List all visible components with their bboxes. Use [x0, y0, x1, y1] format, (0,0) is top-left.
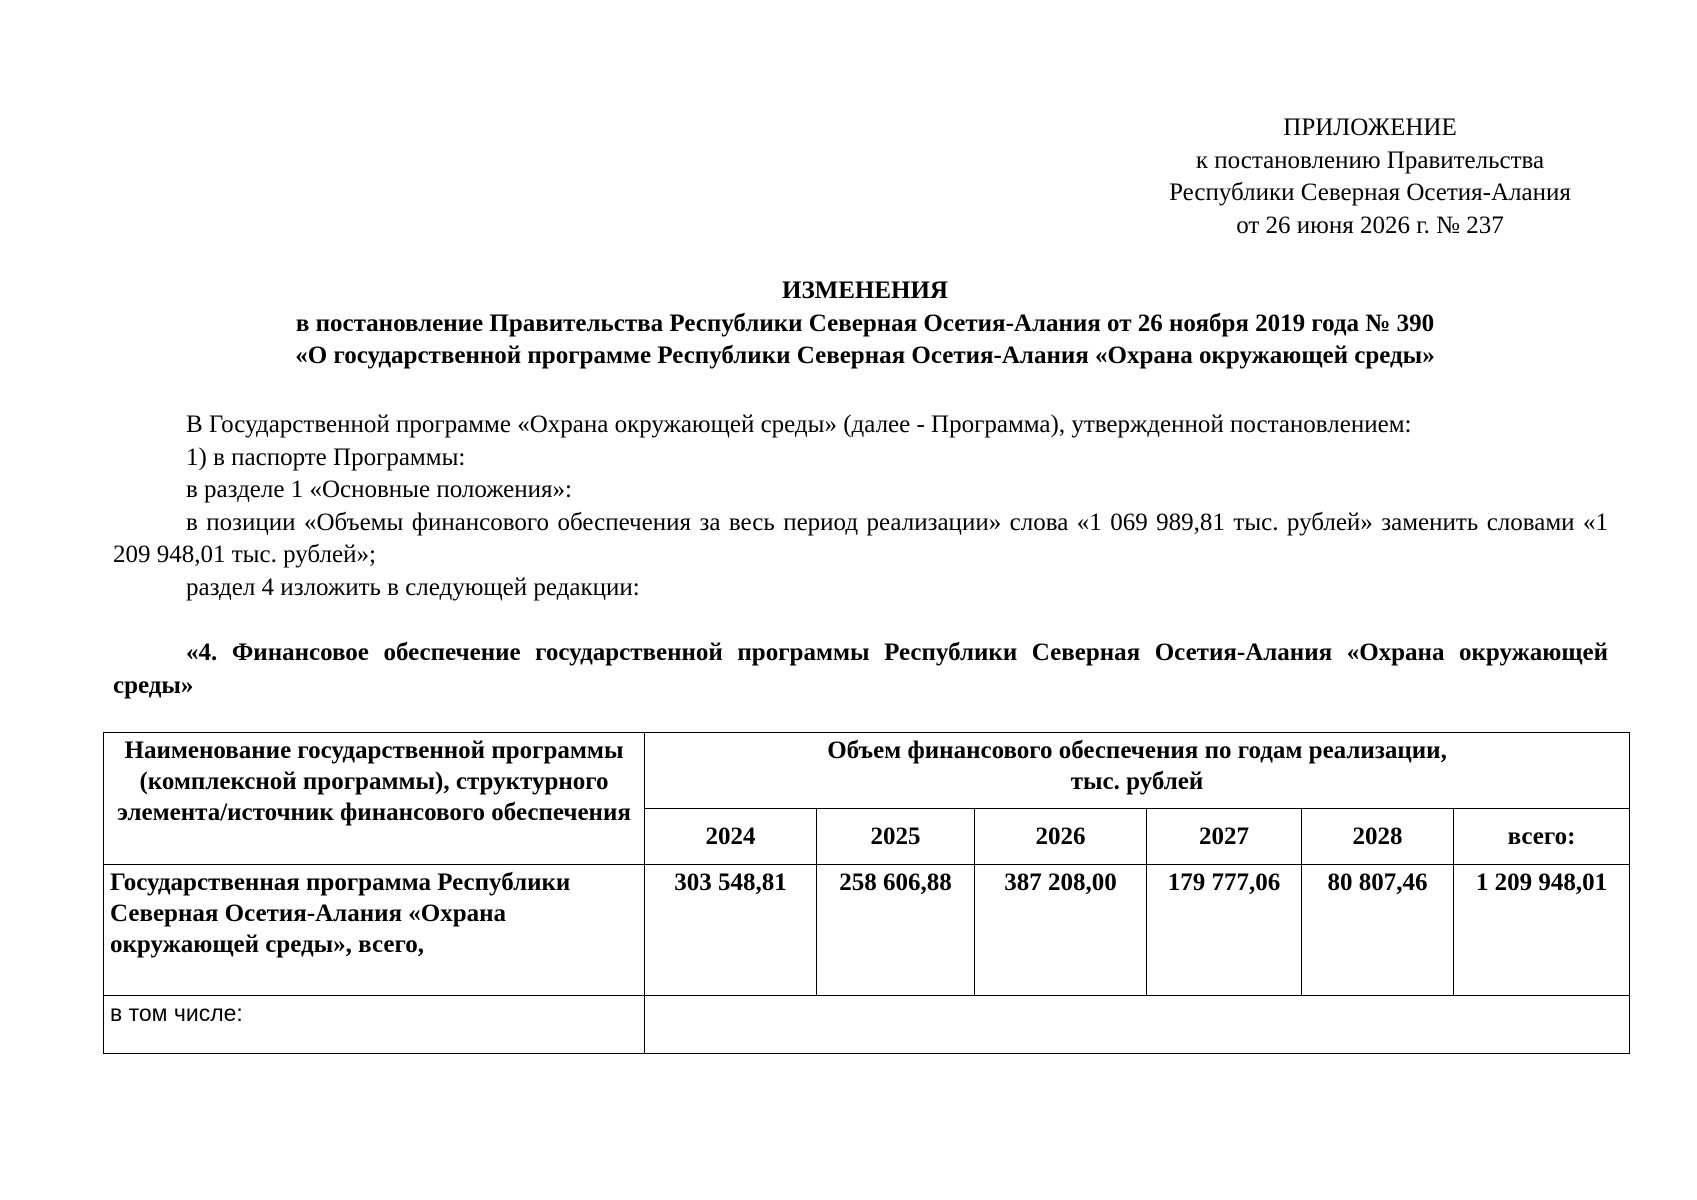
paragraph: раздел 4 изложить в следующей редакции: [186, 573, 640, 601]
value-cell: 387 208,00 [975, 865, 1147, 996]
appendix-line: Республики Северная Осетия-Алания [1169, 179, 1571, 206]
value-cell: 258 606,88 [817, 865, 975, 996]
header-year: 2025 [817, 809, 975, 865]
empty-cell [645, 996, 1630, 1054]
section-heading: «4. Финансовое обеспечение государственной программы Республики Северная Осетия-Алания «Охрана окружающей среды» [113, 639, 1608, 699]
paragraph: в позиции «Объемы финансового обеспечения за весь период реализации» слова «1 069 989,81 тыс. рублей» заменить словами «1 209 948,01 тыс. рублей»; [113, 508, 1608, 568]
value-cell: 179 777,06 [1147, 865, 1302, 996]
header-name-column: Наименование государственной программы (комплексной программы), структурного элемента/источник финансового обеспечения [104, 733, 645, 865]
heading-line: в постановление Правительства Республики Северная Осетия-Алания от 26 ноября 2019 года № 390 [295, 309, 1435, 337]
total-value-cell: 1 209 948,01 [1454, 865, 1630, 996]
appendix-line: к постановлению Правительства [1195, 146, 1545, 174]
header-year: 2026 [975, 809, 1147, 865]
appendix-block [1110, 112, 1630, 242]
table-row [104, 865, 1630, 996]
header-year: 2028 [1302, 809, 1454, 865]
including-label: в том числе: [104, 996, 645, 1054]
section-title [113, 637, 1608, 702]
header-volume-unit: тыс. рублей [1070, 768, 1204, 795]
value-cell: 303 548,81 [645, 865, 817, 996]
row-name: Государственная программа Республики Северная Осетия-Алания «Охрана окружающей среды», всего, [104, 865, 645, 996]
header-year: 2024 [645, 809, 817, 865]
paragraph: 1) в паспорте Программы: [186, 443, 466, 471]
header-volume [645, 733, 1630, 809]
header-total: всего: [1454, 809, 1630, 865]
document-heading [100, 275, 1630, 373]
appendix-title: ПРИЛОЖЕНИЕ [1283, 114, 1457, 141]
value-cell: 80 807,46 [1302, 865, 1454, 996]
heading-line: «О государственной программе Республики Северная Осетия-Алания «Охрана окружающей среды» [295, 342, 1435, 369]
body-text [113, 409, 1608, 604]
paragraph: В Государственной программе «Охрана окружающей среды» (далее - Программа), утвержденной постановлением: [186, 411, 1412, 438]
header-year: 2027 [1147, 809, 1302, 865]
document-title: ИЗМЕНЕНИЯ [782, 277, 948, 304]
header-volume-line: Объем финансового обеспечения по годам реализации, [827, 737, 1447, 764]
paragraph: в разделе 1 «Основные положения»: [186, 476, 572, 503]
appendix-date: от 26 июня 2026 г. № 237 [1236, 211, 1504, 239]
financing-table [103, 732, 1630, 1054]
table-row [104, 996, 1630, 1054]
